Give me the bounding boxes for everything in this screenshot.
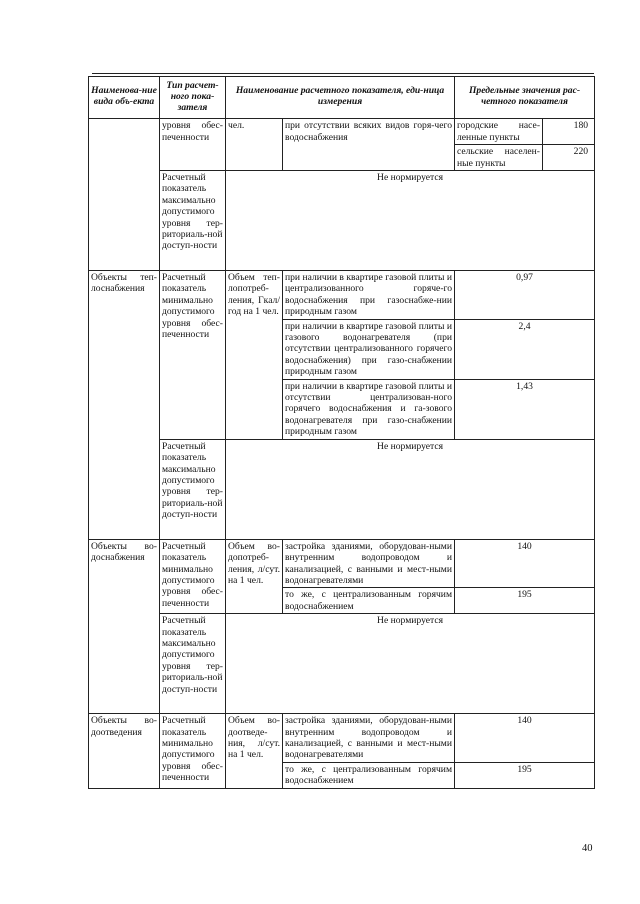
sewer-condition-1: застройка зданиями, оборудован-ными внутренним водопроводом и канализацией, с ванными и мест-ными водонагревателями xyxy=(283,714,455,763)
table-row xyxy=(89,171,595,271)
cont-unit-cell: чел. xyxy=(226,119,283,171)
heat-type-cell: Расчетный показатель минимально допустимого уровня обес-печенности xyxy=(160,271,226,440)
header-row xyxy=(89,77,595,119)
cont-not-normed: Не нормируется xyxy=(226,171,595,271)
table-row xyxy=(89,539,595,588)
sewer-unit-cell: Объем во-доотведе-ния, л/сут. на 1 чел. xyxy=(226,714,283,788)
heat-unit-cell: Объем теп-лопотреб-ления, Гкал/год на 1 чел. xyxy=(226,271,283,440)
table-row xyxy=(89,119,595,145)
header-indicator-type: Тип расчет-ного пока-зателя xyxy=(160,77,226,119)
heat-value-3: 1,43 xyxy=(455,379,595,439)
sewer-value-2: 195 xyxy=(455,762,595,788)
heat-condition-1: при наличии в квартире газовой плиты и централизованного горяче-го водоснабжения при газоснабже-нии природным газом xyxy=(283,271,455,320)
heat-not-normed: Не нормируется xyxy=(226,439,595,539)
water-object-cell: Объекты во-доснабжения xyxy=(89,539,160,713)
water-value-2: 195 xyxy=(455,588,595,614)
cont-terr-type-cell: Расчетный показатель максимально допустимого уровня тер-риториаль-ной доступ-ности xyxy=(160,171,226,271)
heat-condition-3: при наличии в квартире газовой плиты и отсутствии централизован-ного горячего водоснабжения и га-зового водонагревателя при газо-снабжении природным газом xyxy=(283,379,455,439)
sewer-value-1: 140 xyxy=(455,714,595,763)
water-terr-type-cell: Расчетный показатель максимально допустимого уровня тер-риториаль-ной доступ-ности xyxy=(160,614,226,714)
water-type-cell: Расчетный показатель минимально допустимого уровня обес-печенности xyxy=(160,539,226,613)
water-value-1: 140 xyxy=(455,539,595,588)
table-row xyxy=(89,439,595,539)
table-row xyxy=(89,714,595,763)
sewer-condition-2: то же, с централизованным горячим водоснабжением xyxy=(283,762,455,788)
water-unit-cell: Объем во-допотреб-ления, л/сут. на 1 чел. xyxy=(226,539,283,613)
table-row xyxy=(89,271,595,320)
water-condition-2: то же, с централизованным горячим водоснабжением xyxy=(283,588,455,614)
top-rule xyxy=(92,73,594,74)
cont-city-value: 180 xyxy=(543,119,595,145)
cont-type-cell: уровня обес-печенности xyxy=(160,119,226,171)
header-indicator-name: Наименование расчетного показателя, еди-ница измерения xyxy=(226,77,455,119)
cont-rural-value: 220 xyxy=(543,145,595,171)
cont-object-cell xyxy=(89,119,160,271)
water-condition-1: застройка зданиями, оборудован-ными внутренним водопроводом и канализацией, с ванными и мест-ными водонагревателями xyxy=(283,539,455,588)
cont-condition-cell: при отсутствии всяких видов горя-чего водоснабжения xyxy=(283,119,455,171)
cont-rural-label: сельские населен-ные пункты xyxy=(455,145,543,171)
cont-city-label: городские насе-ленные пункты xyxy=(455,119,543,145)
header-limit-values: Предельные значения рас-четного показателя xyxy=(455,77,595,119)
table-row xyxy=(89,614,595,714)
sewer-object-cell: Объекты во-доотведения xyxy=(89,714,160,788)
heat-value-1: 0,97 xyxy=(455,271,595,320)
heat-object-cell: Объекты теп-лоснабжения xyxy=(89,271,160,540)
water-not-normed: Не нормируется xyxy=(226,614,595,714)
page-number: 40 xyxy=(582,843,593,854)
sewer-type-cell: Расчетный показатель минимально допустимого уровня обес-печенности xyxy=(160,714,226,788)
norms-table xyxy=(88,76,595,789)
heat-value-2: 2,4 xyxy=(455,319,595,379)
header-object-type: Наименова-ние вида объ-екта xyxy=(89,77,160,119)
heat-terr-type-cell: Расчетный показатель максимально допустимого уровня тер-риториаль-ной доступ-ности xyxy=(160,439,226,539)
heat-condition-2: при наличии в квартире газовой плиты и газового водонагревателя (при отсутствии централизованного горячего водоснабжения) при газо-снабжении природным газом xyxy=(283,319,455,379)
